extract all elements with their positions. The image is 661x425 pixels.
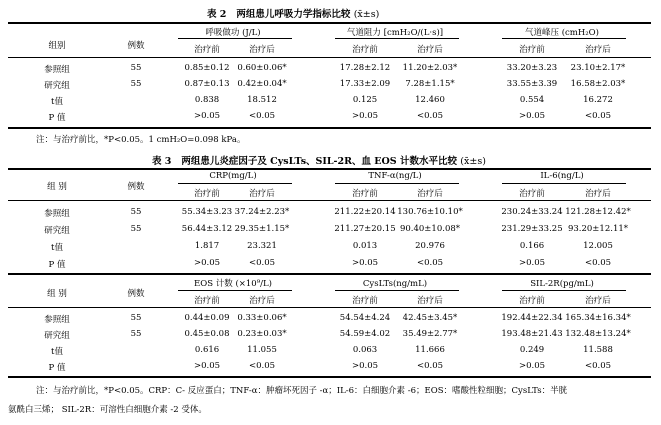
row-label: 参照组 xyxy=(44,65,70,75)
table3b-header-before-1: 治疗前 xyxy=(194,296,220,306)
table3a-header-n: 例数 xyxy=(127,182,145,192)
table-cell: 231.29±33.25 xyxy=(501,224,563,234)
table3-caption-text: 两组患儿炎症因子及 CysLTs、SIL-2R、血 EOS 计数水平比较 xyxy=(181,156,457,167)
table3a-header-before-3: 治疗前 xyxy=(519,189,545,199)
table-cell: 0.60±0.06* xyxy=(237,63,287,73)
table3-bottom-rule xyxy=(8,376,651,378)
table-cell: 0.249 xyxy=(519,345,545,355)
table-cell: 192.44±22.34 xyxy=(501,313,563,323)
table2-header-after-1: 治疗后 xyxy=(249,45,275,55)
table-cell: 93.20±12.11* xyxy=(567,224,629,234)
table3a-subrule-3 xyxy=(502,183,626,184)
table-cell: 55.34±3.23 xyxy=(181,207,233,217)
table-cell: 56.44±3.12 xyxy=(181,224,233,234)
table2-header-g3: 气道峰压 (cmH₂O) xyxy=(525,28,599,38)
table3a-header-rule xyxy=(8,200,651,201)
table-cell: 0.838 xyxy=(194,95,220,105)
table-cell: 0.554 xyxy=(519,95,545,105)
table3a-header-group: 组 别 xyxy=(47,182,67,192)
table2-header-n: 例数 xyxy=(127,41,145,51)
table-cell: 12.460 xyxy=(415,95,445,105)
table3b-subrule-2 xyxy=(335,290,459,291)
row-label: P 值 xyxy=(48,260,66,270)
table-cell: 33.55±3.39 xyxy=(506,79,558,89)
table-cell: 16.58±2.03* xyxy=(570,79,626,89)
table3-note-line1: 注：与治疗前比，*P<0.05。CRP：C- 反应蛋白；TNF-α：肿瘤坏死因子 -α；IL-6：白细胞介素 -6；EOS：嗜酸性粒细胞；CysLTs：半胱 xyxy=(36,386,568,396)
table3-caption xyxy=(152,153,486,167)
table-cell: 11.055 xyxy=(247,345,277,355)
table3b-header-before-3: 治疗前 xyxy=(519,296,545,306)
table-cell: 16.272 xyxy=(583,95,613,105)
table-cell: 0.45±0.08 xyxy=(184,329,230,339)
table-cell: 54.54±4.24 xyxy=(339,313,391,323)
table3a-header-g1: CRP(mg/L) xyxy=(209,171,257,181)
table-cell: 11.20±2.03* xyxy=(402,63,458,73)
table3a-subrule-1 xyxy=(178,183,292,184)
table3-mid-rule xyxy=(8,273,651,275)
row-label: 研究组 xyxy=(44,331,70,341)
row-count: 55 xyxy=(130,63,142,73)
table-cell: 0.125 xyxy=(352,95,378,105)
row-label: t值 xyxy=(51,243,63,253)
table-cell: 230.24±33.24 xyxy=(501,207,563,217)
table-cell: <0.05 xyxy=(248,258,276,268)
table3b-header-g2: CysLTs(ng/mL) xyxy=(362,279,428,289)
table-cell: <0.05 xyxy=(584,111,612,121)
table-cell: >0.05 xyxy=(351,361,379,371)
row-label: t值 xyxy=(51,97,63,107)
row-count: 55 xyxy=(130,329,142,339)
table-cell: <0.05 xyxy=(584,361,612,371)
table-cell: 33.20±3.23 xyxy=(506,63,558,73)
table-cell: 0.42±0.04* xyxy=(237,79,287,89)
table-cell: 165.34±16.34* xyxy=(565,313,631,323)
table3b-header-after-3: 治疗后 xyxy=(585,296,611,306)
row-label: P 值 xyxy=(48,113,66,123)
table-cell: 23.10±2.17* xyxy=(570,63,626,73)
table2-bottom-rule xyxy=(8,127,651,129)
table-cell: 211.22±20.14 xyxy=(334,207,396,217)
table-cell: >0.05 xyxy=(193,361,221,371)
table3-note-line2: 氨酰白三烯； SIL-2R：可溶性白细胞介素 -2 受体。 xyxy=(8,405,207,415)
table3b-header-n: 例数 xyxy=(127,289,145,299)
table3a-subrule-2 xyxy=(335,183,459,184)
table-cell: 7.28±1.15* xyxy=(405,79,455,89)
table3b-header-after-1: 治疗后 xyxy=(249,296,275,306)
table2-subrule-3 xyxy=(502,38,626,39)
table2-header-after-2: 治疗后 xyxy=(417,45,443,55)
table-cell: 17.28±2.12 xyxy=(339,63,391,73)
table-cell: >0.05 xyxy=(351,111,379,121)
table3-caption-label: 表 3 xyxy=(152,156,172,167)
table-cell: 0.33±0.06* xyxy=(237,313,287,323)
row-count: 55 xyxy=(130,224,142,234)
row-label: 参照组 xyxy=(44,209,70,219)
table-cell: 23.321 xyxy=(247,241,277,251)
table3-top-rule xyxy=(8,168,651,170)
row-label: 研究组 xyxy=(44,81,70,91)
table-cell: 12.005 xyxy=(583,241,613,251)
table-cell: 211.27±20.15 xyxy=(334,224,396,234)
table2-header-g2: 气道阻力 [cmH₂O/(L·s)] xyxy=(346,28,444,38)
table2-header-after-3: 治疗后 xyxy=(585,45,611,55)
table-cell: 130.76±10.10* xyxy=(397,207,463,217)
row-label: t值 xyxy=(51,347,63,357)
table-cell: >0.05 xyxy=(193,258,221,268)
table2-caption xyxy=(207,6,379,20)
row-count: 55 xyxy=(130,313,142,323)
table-cell: 0.063 xyxy=(352,345,378,355)
table-cell: 42.45±3.45* xyxy=(402,313,458,323)
table3b-header-g3: SIL-2R(pg/mL) xyxy=(530,279,594,289)
table-cell: 0.616 xyxy=(194,345,220,355)
table2-header-before-3: 治疗前 xyxy=(519,45,545,55)
table-cell: 0.013 xyxy=(352,241,378,251)
row-label: 参照组 xyxy=(44,315,70,325)
table3b-header-rule xyxy=(8,307,651,308)
table2-caption-tail: (x̄±s) xyxy=(353,9,380,20)
table3b-header-g1: EOS 计数 (×10⁹/L) xyxy=(194,279,272,289)
table-cell: 90.40±10.08* xyxy=(399,224,461,234)
table-cell: 132.48±13.24* xyxy=(565,329,631,339)
table-cell: 18.512 xyxy=(247,95,277,105)
table-cell: <0.05 xyxy=(416,361,444,371)
table2-header-rule xyxy=(8,57,651,58)
table3a-header-g2: TNF-α(ng/L) xyxy=(368,171,422,181)
table3a-header-before-1: 治疗前 xyxy=(194,189,220,199)
table-cell: <0.05 xyxy=(248,111,276,121)
table-cell: 54.59±4.02 xyxy=(339,329,391,339)
table-cell: 29.35±1.15* xyxy=(234,224,290,234)
table2-header-before-1: 治疗前 xyxy=(194,45,220,55)
table3b-subrule-3 xyxy=(502,290,626,291)
table3a-header-after-3: 治疗后 xyxy=(585,189,611,199)
table3a-header-after-2: 治疗后 xyxy=(417,189,443,199)
table-cell: 37.24±2.23* xyxy=(234,207,290,217)
table-cell: 193.48±21.43 xyxy=(501,329,563,339)
table2-caption-label: 表 2 xyxy=(207,9,227,20)
table2-top-rule xyxy=(8,22,651,24)
table-cell: 0.44±0.09 xyxy=(184,313,230,323)
table3-caption-tail: (x̄±s) xyxy=(460,156,486,167)
table3a-header-g3: IL-6(ng/L) xyxy=(540,171,584,181)
table-cell: 0.166 xyxy=(519,241,545,251)
table-cell: >0.05 xyxy=(518,361,546,371)
row-count: 55 xyxy=(130,207,142,217)
table3b-subrule-1 xyxy=(178,290,292,291)
table-cell: 0.85±0.12 xyxy=(184,63,230,73)
table3a-header-before-2: 治疗前 xyxy=(352,189,378,199)
table2-header-g1: 呼吸做功 (J/L) xyxy=(205,28,261,38)
table3a-header-after-1: 治疗后 xyxy=(249,189,275,199)
table-cell: 20.976 xyxy=(415,241,445,251)
table3b-header-group: 组 别 xyxy=(47,289,67,299)
table2-header-group: 组别 xyxy=(48,41,66,51)
table3b-header-before-2: 治疗前 xyxy=(352,296,378,306)
row-count: 55 xyxy=(130,79,142,89)
table-cell: <0.05 xyxy=(416,258,444,268)
row-label: P 值 xyxy=(48,363,66,373)
table2-caption-text: 两组患儿呼吸力学指标比较 xyxy=(236,9,351,20)
table-cell: 121.28±12.42* xyxy=(565,207,631,217)
table-cell: 11.588 xyxy=(583,345,613,355)
table-cell: <0.05 xyxy=(248,361,276,371)
table-cell: 1.817 xyxy=(194,241,220,251)
table-cell: 35.49±2.77* xyxy=(402,329,458,339)
table-cell: 0.87±0.13 xyxy=(184,79,230,89)
table2-header-before-2: 治疗前 xyxy=(352,45,378,55)
row-label: 研究组 xyxy=(44,226,70,236)
table-cell: <0.05 xyxy=(416,111,444,121)
table-cell: 0.23±0.03* xyxy=(237,329,287,339)
table2-note: 注：与治疗前比，*P<0.05。1 cmH₂O=0.098 kPa。 xyxy=(36,135,246,145)
table-cell: >0.05 xyxy=(518,258,546,268)
table-cell: 17.33±2.09 xyxy=(339,79,391,89)
table2-subrule-1 xyxy=(178,38,292,39)
table-cell: 11.666 xyxy=(415,345,445,355)
table-cell: >0.05 xyxy=(351,258,379,268)
table-cell: >0.05 xyxy=(193,111,221,121)
table2-subrule-2 xyxy=(335,38,459,39)
table3b-header-after-2: 治疗后 xyxy=(417,296,443,306)
table-cell: >0.05 xyxy=(518,111,546,121)
table-cell: <0.05 xyxy=(584,258,612,268)
